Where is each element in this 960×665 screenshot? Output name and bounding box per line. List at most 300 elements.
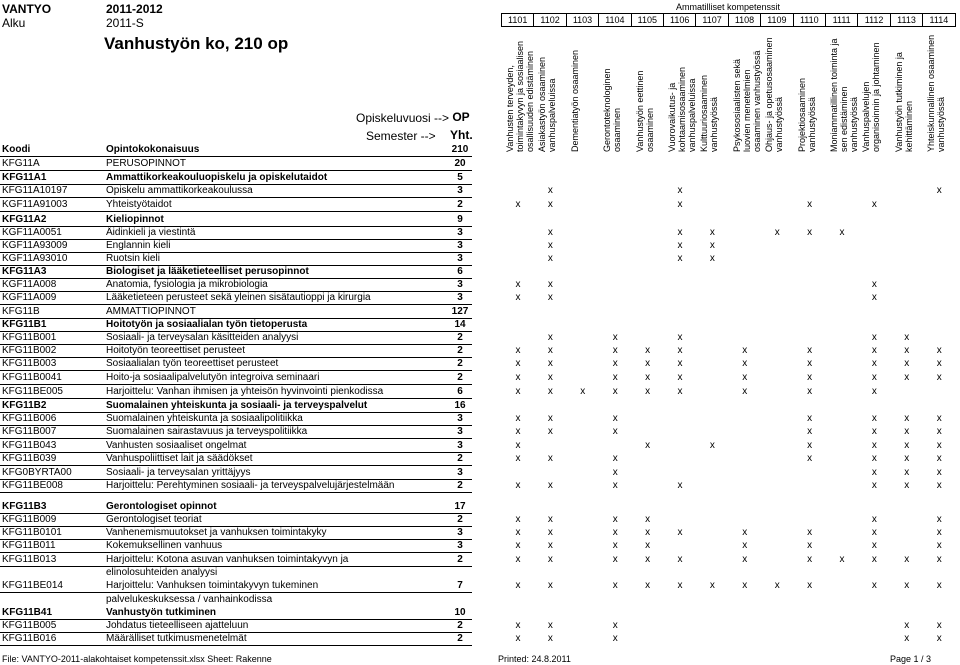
competency-mark: x: [612, 358, 618, 369]
competency-code-1106: 1106: [663, 13, 696, 27]
row-description: Ammattikorkeakouluopiskelu ja opiskelutaidot: [106, 172, 328, 183]
row-op: 9: [457, 214, 463, 225]
competency-mark: x: [807, 199, 813, 210]
competency-mark: x: [807, 413, 813, 424]
competency-mark: x: [547, 633, 553, 644]
competency-mark: x: [547, 514, 553, 525]
table-row: [0, 143, 960, 156]
row-code: KFG11B003: [2, 358, 57, 369]
competency-mark: x: [871, 279, 877, 290]
row-code: KFG11B001: [2, 332, 57, 343]
row-op: 17: [454, 501, 466, 512]
competency-mark: x: [807, 358, 813, 369]
competency-mark: x: [645, 358, 651, 369]
row-code: KFG11A3: [2, 266, 47, 277]
competency-mark: x: [742, 358, 748, 369]
competency-mark: x: [871, 540, 877, 551]
row-op: 14: [454, 319, 466, 330]
competency-mark: x: [612, 345, 618, 356]
table-row: [0, 171, 960, 184]
row-description: PERUSOPINNOT: [106, 158, 187, 169]
row-description: Sosiaali- ja terveysalan käsitteiden analyysi: [106, 332, 299, 343]
competency-code-1101: 1101: [501, 13, 534, 27]
row-op: 2: [457, 453, 463, 464]
row-description: Hoitotyön ja sosiaalialan työn tietoperusta: [106, 319, 308, 330]
competency-mark: x: [645, 386, 651, 397]
competency-mark: x: [904, 554, 910, 565]
competency-mark: x: [936, 580, 942, 591]
competency-mark: x: [936, 527, 942, 538]
competency-mark: x: [904, 358, 910, 369]
competency-name-1103: Dementiatyön osaaminen: [569, 49, 580, 152]
table-row: [0, 291, 960, 304]
row-description: Vanhusten sosiaaliset ongelmat: [106, 440, 247, 451]
competency-mark: x: [612, 620, 618, 631]
header-label-alku: Alku: [2, 16, 26, 30]
competency-code-1102: 1102: [533, 13, 566, 27]
competency-title: Ammatilliset kompetenssit: [675, 2, 781, 12]
competency-mark: x: [612, 633, 618, 644]
row-description: Harjoittelu: Perehtyminen sosiaali- ja terveyspalvelujärjestelmään: [106, 480, 395, 491]
competency-mark: x: [645, 580, 651, 591]
competency-name-1113: Vanhustyön tutkiminen ja kehittäminen: [893, 52, 914, 152]
row-op: 10: [454, 607, 466, 618]
row-code: KGF11A009: [2, 292, 57, 303]
competency-mark: x: [936, 467, 942, 478]
competency-mark: x: [612, 467, 618, 478]
row-code: KFG11B41: [2, 607, 53, 618]
competency-mark: x: [839, 227, 845, 238]
row-op: 3: [457, 440, 463, 451]
competency-mark: x: [515, 554, 521, 565]
row-description: AMMATTIOPINNOT: [106, 306, 196, 317]
table-row: [0, 593, 960, 606]
competency-mark: x: [515, 279, 521, 290]
competency-mark: x: [547, 480, 553, 491]
table-row: [0, 479, 960, 492]
footer-page: Page 1 / 3: [890, 654, 932, 664]
competency-name-1105: Vanhustyön eettinen osaaminen: [634, 70, 655, 152]
competency-name-1104: Gerontoteknologinen osaaminen: [602, 68, 623, 152]
competency-mark: x: [871, 332, 877, 343]
competency-mark: x: [807, 540, 813, 551]
competency-mark: x: [774, 227, 780, 238]
table-row: [0, 500, 960, 513]
competency-mark: x: [515, 540, 521, 551]
competency-name-1111: Moniammatillinen toiminta ja sen edistäminen vanhustyössä: [829, 38, 859, 152]
row-code: KFG11BE008: [2, 480, 63, 491]
competency-mark: x: [904, 345, 910, 356]
competency-mark: x: [547, 358, 553, 369]
table-row: [0, 239, 960, 252]
competency-mark: x: [936, 426, 942, 437]
competency-mark: x: [645, 527, 651, 538]
table-row: [0, 452, 960, 465]
row-code: KFG11B3: [2, 501, 47, 512]
row-description: Opiskelu ammattikorkeakoulussa: [106, 185, 253, 196]
table-row: [0, 331, 960, 344]
competency-mark: x: [612, 527, 618, 538]
row-description: Suomalainen yhteiskunta ja sosiaalipolitiikka: [106, 413, 303, 424]
footer-printed: Printed: 24.8.2011: [498, 654, 571, 664]
table-row: [0, 265, 960, 278]
row-op: 2: [457, 372, 463, 383]
row-description: Vanhuspoliittiset lait ja säädökset: [106, 453, 253, 464]
row-description: Gerontologiset opinnot: [106, 501, 217, 512]
row-code: KFG11B043: [2, 440, 57, 451]
competency-mark: x: [547, 580, 553, 591]
competency-mark: x: [871, 426, 877, 437]
row-op: 2: [457, 554, 463, 565]
table-row: [0, 318, 960, 331]
row-op: 2: [457, 514, 463, 525]
row-divider: [0, 211, 472, 212]
competency-mark: x: [645, 554, 651, 565]
competency-mark: x: [612, 480, 618, 491]
page-title: Vanhustyön ko, 210 op: [104, 34, 289, 53]
row-description: Vanhustyön tutkiminen: [106, 607, 217, 618]
table-row: [0, 566, 960, 579]
competency-mark: x: [677, 345, 683, 356]
competency-mark: x: [774, 580, 780, 591]
row-op: 3: [457, 240, 463, 251]
competency-mark: x: [547, 554, 553, 565]
row-code: KFG11B: [2, 306, 40, 317]
competency-code-1103: 1103: [566, 13, 599, 27]
row-code: KFG11B0101: [2, 527, 62, 538]
row-code: KFG11B007: [2, 426, 57, 437]
competency-name-1109: Ohjaus- ja opetusosaaminen vanhustyössä: [764, 37, 785, 152]
table-row: [0, 226, 960, 239]
row-divider: [0, 645, 472, 646]
competency-mark: x: [709, 580, 715, 591]
row-op: 3: [457, 253, 463, 264]
competency-mark: x: [871, 386, 877, 397]
header-start: 2011-S: [106, 16, 144, 30]
row-code: Koodi: [2, 144, 31, 155]
competency-code-1107: 1107: [695, 13, 728, 27]
row-op: 2: [457, 620, 463, 631]
table-row: [0, 632, 960, 645]
competency-mark: x: [871, 372, 877, 383]
row-op: 5: [457, 172, 463, 183]
competency-mark: x: [742, 386, 748, 397]
competency-mark: x: [936, 185, 942, 196]
semester-label: Semester -->: [366, 129, 436, 143]
competency-mark: x: [904, 413, 910, 424]
competency-mark: x: [515, 453, 521, 464]
competency-mark: x: [742, 527, 748, 538]
row-op: 6: [457, 266, 463, 277]
competency-mark: x: [904, 580, 910, 591]
competency-mark: x: [515, 480, 521, 491]
competency-mark: x: [547, 426, 553, 437]
row-code: KGF11A93009: [2, 240, 68, 251]
row-description: Opintokokonaisuus: [106, 144, 200, 155]
table-row: [0, 606, 960, 619]
competency-mark: x: [677, 372, 683, 383]
row-code: KFG11A10197: [2, 185, 68, 196]
table-row: [0, 412, 960, 425]
row-description: Äidinkieli ja viestintä: [106, 227, 196, 238]
table-row: [0, 184, 960, 197]
footer-file: File: VANTYO-2011-alakohtaiset kompetenssit.xlsx Sheet: Rakenne: [2, 654, 272, 664]
op-header: OP: [452, 110, 470, 124]
row-code: KFG11B002: [2, 345, 57, 356]
row-code: KGF11A008: [2, 279, 57, 290]
competency-mark: x: [677, 227, 683, 238]
competency-mark: x: [936, 345, 942, 356]
competency-mark: x: [612, 514, 618, 525]
row-op: 20: [454, 158, 466, 169]
competency-mark: x: [645, 540, 651, 551]
competency-mark: x: [677, 185, 683, 196]
competency-mark: x: [709, 440, 715, 451]
competency-code-1105: 1105: [631, 13, 664, 27]
competency-mark: x: [547, 620, 553, 631]
row-code: KGF11A0051: [2, 227, 62, 238]
competency-mark: x: [677, 332, 683, 343]
competency-code-1114: 1114: [922, 13, 955, 27]
competency-mark: x: [904, 332, 910, 343]
competency-mark: x: [645, 440, 651, 451]
row-code: KFG11B011: [2, 540, 56, 551]
row-description: Johdatus tieteelliseen ajatteluun: [106, 620, 249, 631]
competency-mark: x: [904, 467, 910, 478]
competency-mark: x: [807, 386, 813, 397]
table-row: [0, 385, 960, 398]
row-code: KFG11BE014: [2, 580, 63, 591]
competency-mark: x: [677, 240, 683, 251]
row-code: KFG11A: [2, 158, 40, 169]
competency-mark: x: [547, 253, 553, 264]
row-description: Biologiset ja lääketieteelliset perusopinnot: [106, 266, 309, 277]
competency-code-1109: 1109: [760, 13, 793, 27]
competency-name-1110: Projektiosaaminen vanhustyössä: [796, 77, 817, 152]
row-description: Hoitotyön teoreettiset perusteet: [106, 345, 245, 356]
row-description: Sosiaali- ja terveysalan yrittäjyys: [106, 467, 251, 478]
row-description: Harjoittelu: Vanhan ihmisen ja yhteisön hyvinvointi pienkodissa: [106, 386, 384, 397]
competency-mark: x: [612, 540, 618, 551]
row-description: Kokemuksellinen vanhuus: [106, 540, 223, 551]
row-description: Anatomia, fysiologia ja mikrobiologia: [106, 279, 268, 290]
competency-mark: x: [515, 514, 521, 525]
competency-mark: x: [547, 292, 553, 303]
table-row: [0, 278, 960, 291]
row-op: 2: [457, 358, 463, 369]
competency-mark: x: [807, 440, 813, 451]
competency-mark: x: [612, 413, 618, 424]
competency-mark: x: [936, 633, 942, 644]
row-code: KFG11B0041: [2, 372, 62, 383]
competency-mark: x: [515, 527, 521, 538]
competency-mark: x: [904, 633, 910, 644]
table-row: [0, 198, 960, 211]
competency-mark: x: [547, 372, 553, 383]
row-description: Yhteistyötaidot: [106, 199, 172, 210]
competency-mark: x: [904, 426, 910, 437]
competency-mark: x: [936, 514, 942, 525]
row-description: Suomalainen sairastavuus ja terveyspolitiikka: [106, 426, 308, 437]
competency-mark: x: [807, 527, 813, 538]
competency-mark: x: [871, 345, 877, 356]
header-year: 2011-2012: [106, 2, 163, 16]
competency-mark: x: [904, 372, 910, 383]
competency-mark: x: [645, 345, 651, 356]
row-op: 2: [457, 345, 463, 356]
row-op: 3: [457, 279, 463, 290]
competency-mark: x: [904, 453, 910, 464]
competency-mark: x: [871, 199, 877, 210]
competency-code-1104: 1104: [598, 13, 631, 27]
row-code: KFG11BE005: [2, 386, 63, 397]
row-code: KGF11A91003: [2, 199, 68, 210]
competency-mark: x: [742, 345, 748, 356]
row-op: 2: [457, 332, 463, 343]
competency-name-1112: Vanhuspalvelujen organisoinnin ja johtaminen: [861, 42, 882, 152]
competency-mark: x: [580, 386, 586, 397]
competency-mark: x: [515, 426, 521, 437]
table-row: [0, 513, 960, 526]
row-description: Kieliopinnot: [106, 214, 164, 225]
table-row: [0, 553, 960, 566]
competency-mark: x: [515, 620, 521, 631]
competency-mark: x: [515, 358, 521, 369]
competency-mark: x: [936, 358, 942, 369]
competency-mark: x: [936, 440, 942, 451]
row-code: KFG11B009: [2, 514, 57, 525]
competency-code-1111: 1111: [825, 13, 858, 27]
competency-mark: x: [515, 633, 521, 644]
row-op: 3: [457, 292, 463, 303]
competency-mark: x: [807, 453, 813, 464]
competency-mark: x: [839, 554, 845, 565]
competency-mark: x: [677, 358, 683, 369]
row-op: 3: [457, 227, 463, 238]
competency-mark: x: [871, 527, 877, 538]
competency-mark: x: [547, 227, 553, 238]
row-op: 6: [457, 386, 463, 397]
competency-mark: x: [645, 514, 651, 525]
table-row: [0, 439, 960, 452]
competency-mark: x: [612, 332, 618, 343]
row-op: 3: [457, 467, 463, 478]
row-op: 127: [451, 306, 469, 317]
row-op: 7: [457, 580, 463, 591]
competency-mark: x: [709, 253, 715, 264]
competency-mark: x: [547, 540, 553, 551]
row-op: 210: [451, 144, 469, 155]
competency-mark: x: [871, 453, 877, 464]
competency-mark: x: [515, 292, 521, 303]
competency-mark: x: [871, 480, 877, 491]
row-code: KGF11A93010: [2, 253, 68, 264]
row-op: 3: [457, 185, 463, 196]
row-op: 2: [457, 199, 463, 210]
competency-mark: x: [742, 580, 748, 591]
competency-mark: x: [936, 620, 942, 631]
competency-mark: x: [612, 554, 618, 565]
competency-mark: x: [677, 386, 683, 397]
row-description: Harjoittelu: Vanhuksen toimintakyvyn tukeminen: [106, 580, 319, 591]
competency-mark: x: [807, 227, 813, 238]
row-code: KFG11A1: [2, 172, 47, 183]
row-op: 3: [457, 413, 463, 424]
competency-name-1108: Psykososiaalisten sekä luovien menetelmien osaaminen vanhustyössä: [731, 50, 762, 152]
competency-mark: x: [904, 480, 910, 491]
competency-mark: x: [612, 386, 618, 397]
competency-mark: x: [677, 253, 683, 264]
competency-mark: x: [936, 554, 942, 565]
competency-mark: x: [515, 386, 521, 397]
row-description: Harjoittelu: Kotona asuvan vanhuksen toimintakyvyn ja: [106, 554, 349, 565]
competency-mark: x: [904, 440, 910, 451]
table-row: [0, 399, 960, 412]
table-row: [0, 213, 960, 226]
opiskeluvuosi-label: Opiskeluvuosi -->: [356, 111, 450, 125]
competency-mark: x: [871, 467, 877, 478]
competency-mark: x: [904, 620, 910, 631]
row-description: Vanhenemismuutokset ja vanhuksen toimintakyky: [106, 527, 327, 538]
row-op: 3: [457, 527, 463, 538]
row-divider: [0, 492, 472, 493]
competency-mark: x: [871, 358, 877, 369]
row-code: KFG11B1: [2, 319, 47, 330]
competency-code-1110: 1110: [793, 13, 826, 27]
competency-mark: x: [677, 199, 683, 210]
table-row: [0, 425, 960, 438]
row-op: 2: [457, 633, 463, 644]
competency-mark: x: [515, 440, 521, 451]
table-row: [0, 252, 960, 265]
row-description: Sosiaalialan työn teoreettiset perusteet: [106, 358, 279, 369]
row-code: KFG11B006: [2, 413, 57, 424]
row-op: 16: [454, 400, 466, 411]
competency-mark: x: [547, 413, 553, 424]
competency-mark: x: [677, 554, 683, 565]
row-code: KFG11B039: [2, 453, 57, 464]
competency-mark: x: [871, 514, 877, 525]
competency-mark: x: [547, 345, 553, 356]
competency-mark: x: [936, 372, 942, 383]
table-row: [0, 357, 960, 370]
competency-code-1108: 1108: [728, 13, 761, 27]
competency-mark: x: [645, 372, 651, 383]
competency-name-1101: Vanhusten terveyden, toimintakyvyn ja sosiaalisen osallisuuden edistäminen: [505, 40, 535, 152]
table-row: [0, 539, 960, 552]
competency-mark: x: [807, 426, 813, 437]
competency-mark: x: [612, 372, 618, 383]
competency-mark: x: [547, 279, 553, 290]
competency-mark: x: [612, 580, 618, 591]
yht-header: Yht.: [450, 128, 473, 142]
competency-mark: x: [742, 554, 748, 565]
table-row: [0, 157, 960, 170]
competency-mark: x: [612, 426, 618, 437]
row-op: 3: [457, 426, 463, 437]
competency-mark: x: [709, 227, 715, 238]
competency-code-1112: 1112: [857, 13, 890, 27]
row-code: KFG0BYRTA00: [2, 467, 72, 478]
competency-name-1106: Vuorovaikutus- ja kohtaamisosaaminen vanhuspalveluissa: [667, 66, 697, 152]
competency-mark: x: [515, 580, 521, 591]
competency-mark: x: [547, 332, 553, 343]
competency-mark: x: [807, 554, 813, 565]
competency-mark: x: [871, 440, 877, 451]
competency-name-1102: Asiakastyön osaaminen vanhuspalveluissa: [537, 56, 558, 152]
competency-mark: x: [742, 372, 748, 383]
row-description: Englannin kieli: [106, 240, 171, 251]
